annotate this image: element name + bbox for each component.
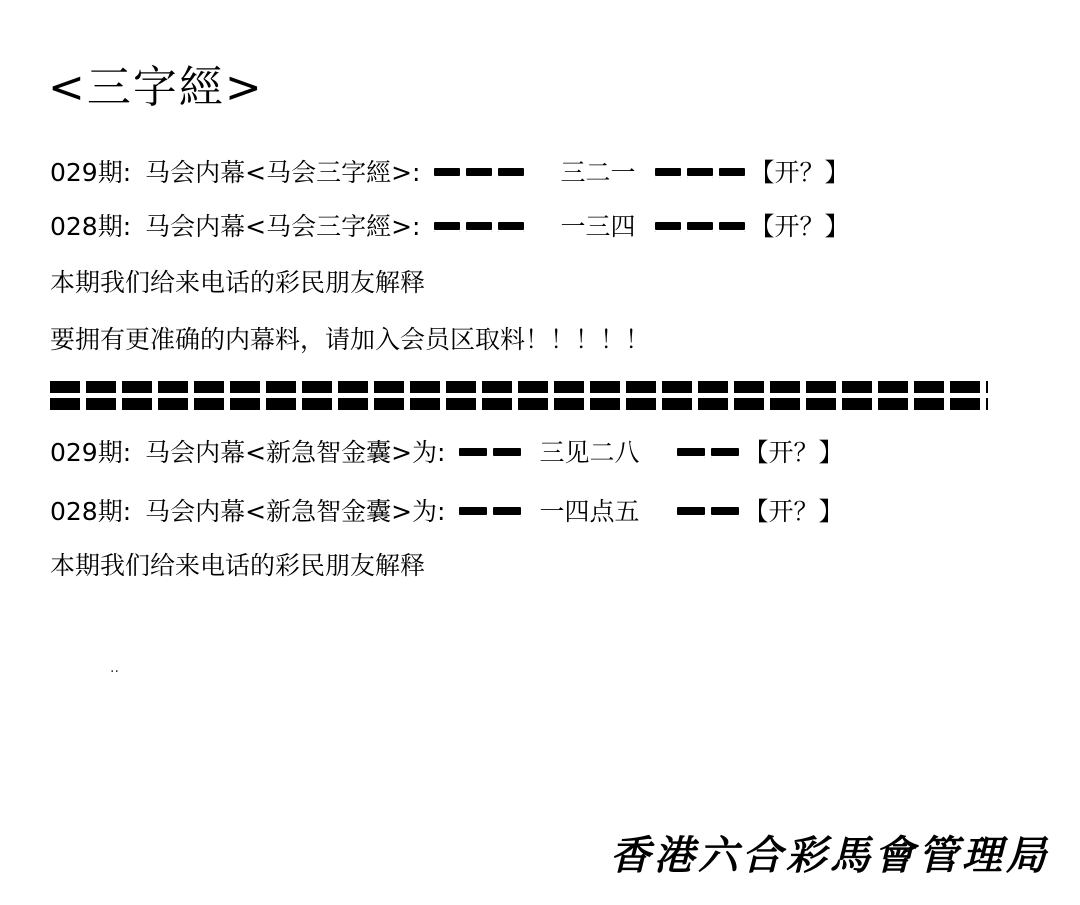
- answer-text: 三见二八: [539, 438, 640, 467]
- explanation-note: 本期我们给来电话的彩民朋友解释: [50, 268, 426, 297]
- result-label: 【开？】: [743, 497, 844, 526]
- redacted-bars-right: [655, 222, 745, 232]
- answer-text: 一三四: [560, 212, 636, 241]
- redacted-bars-left: [459, 507, 521, 517]
- result-label: 【开？】: [749, 212, 850, 241]
- result-label: 【开？】: [749, 158, 850, 187]
- source-label: 马会内幕<新急智金囊>为:: [145, 438, 446, 467]
- period-label: 028期:: [50, 497, 132, 526]
- entry-row-028-sanzijing: [50, 207, 850, 247]
- entry-row-029-sanzijing: [50, 153, 850, 193]
- result-label: 【开？】: [743, 438, 844, 467]
- stray-dots: ..: [110, 660, 119, 676]
- answer-text: 三二一: [560, 158, 636, 187]
- source-label: 马会内幕<马会三字經>:: [145, 212, 421, 241]
- redacted-bars-right: [655, 168, 745, 178]
- period-label: 029期:: [50, 438, 132, 467]
- answer-text: 一四点五: [539, 497, 640, 526]
- explanation-note-2: 本期我们给来电话的彩民朋友解释: [50, 551, 426, 580]
- promo-text: 要拥有更准确的内幕料，请加入会员区取料！！！！！: [50, 325, 651, 354]
- redacted-bars-left: [434, 168, 524, 178]
- footer-signature: 香港六合彩馬會管理局: [610, 832, 1050, 879]
- source-label: 马会内幕<马会三字經>:: [145, 158, 421, 187]
- divider-line-bottom: [50, 398, 988, 410]
- redacted-bars-left: [434, 222, 524, 232]
- period-label: 029期:: [50, 158, 132, 187]
- redacted-bars-right: [677, 448, 739, 458]
- page-title: <三字經>: [48, 62, 264, 113]
- entry-row-029-jinnang: [50, 433, 844, 473]
- divider-line-top: [50, 381, 988, 393]
- period-label: 028期:: [50, 212, 132, 241]
- entry-row-028-jinnang: [50, 492, 844, 532]
- redacted-bars-left: [459, 448, 521, 458]
- redacted-bars-right: [677, 507, 739, 517]
- source-label: 马会内幕<新急智金囊>为:: [145, 497, 446, 526]
